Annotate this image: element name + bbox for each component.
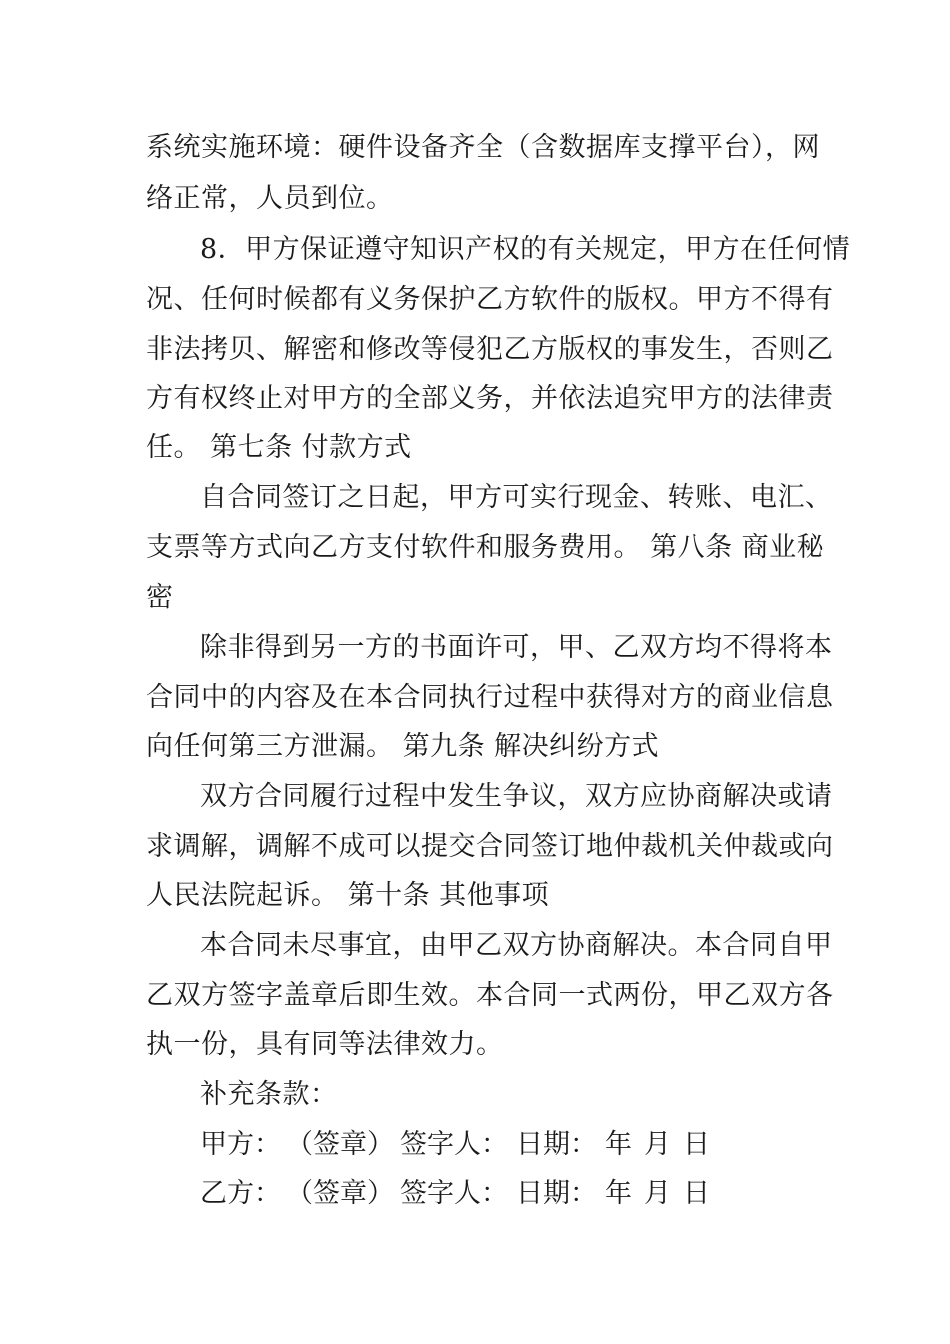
seal-label: （签章）	[286, 1178, 394, 1209]
section-heading-line: 支票等方式向乙方支付软件和服务费用。 第八条 商业秘	[146, 532, 825, 563]
seal-label: （签章）	[286, 1129, 394, 1160]
section-heading-line: 人民法院起诉。 第十条 其他事项	[146, 880, 550, 911]
section-heading-line: 任。 第七条 付款方式	[146, 432, 412, 463]
section-heading-line: 向任何第三方泄漏。 第九条 解决纠纷方式	[146, 731, 660, 762]
date-label: 日期：	[516, 1129, 597, 1160]
party-label: 乙方：	[200, 1178, 281, 1209]
text-line: 乙双方签字盖章后即生效。本合同一式两份，甲乙双方各	[146, 980, 834, 1011]
date-label: 日期：	[516, 1178, 597, 1209]
text-line: 密	[146, 582, 174, 613]
year-label: 年	[605, 1129, 632, 1160]
supplementary-clauses-label: 补充条款：	[200, 1079, 338, 1110]
month-label: 月	[644, 1129, 671, 1160]
text-line: 系统实施环境：硬件设备齐全（含数据库支撑平台），网	[146, 132, 820, 163]
paragraph-start: 除非得到另一方的书面许可，甲、乙双方均不得将本	[200, 632, 833, 663]
text-line: 合同中的内容及在本合同执行过程中获得对方的商业信息	[146, 682, 834, 713]
paragraph-start: 双方合同履行过程中发生争议，双方应协商解决或请	[200, 781, 833, 812]
text-line: 络正常，人员到位。	[146, 183, 394, 214]
paragraph-start: 8．甲方保证遵守知识产权的有关规定，甲方在任何情	[200, 234, 851, 265]
day-label: 日	[683, 1129, 710, 1160]
text-line: 非法拷贝、解密和修改等侵犯乙方版权的事发生，否则乙	[146, 334, 834, 365]
text-line: 执一份，具有同等法律效力。	[146, 1029, 504, 1060]
paragraph-start: 自合同签订之日起，甲方可实行现金、转账、电汇、	[200, 482, 833, 513]
text-line: 况、任何时候都有义务保护乙方软件的版权。甲方不得有	[146, 284, 834, 315]
signer-label: 签字人：	[400, 1178, 508, 1209]
month-label: 月	[644, 1178, 671, 1209]
year-label: 年	[605, 1178, 632, 1209]
paragraph-start: 本合同未尽事宜，由甲乙双方协商解决。本合同自甲	[200, 930, 833, 961]
text-line: 求调解，调解不成可以提交合同签订地仲裁机关仲裁或向	[146, 831, 834, 862]
signer-label: 签字人：	[400, 1129, 508, 1160]
day-label: 日	[683, 1178, 710, 1209]
text-line: 方有权终止对甲方的全部义务，并依法追究甲方的法律责	[146, 383, 834, 414]
party-label: 甲方：	[200, 1129, 281, 1160]
